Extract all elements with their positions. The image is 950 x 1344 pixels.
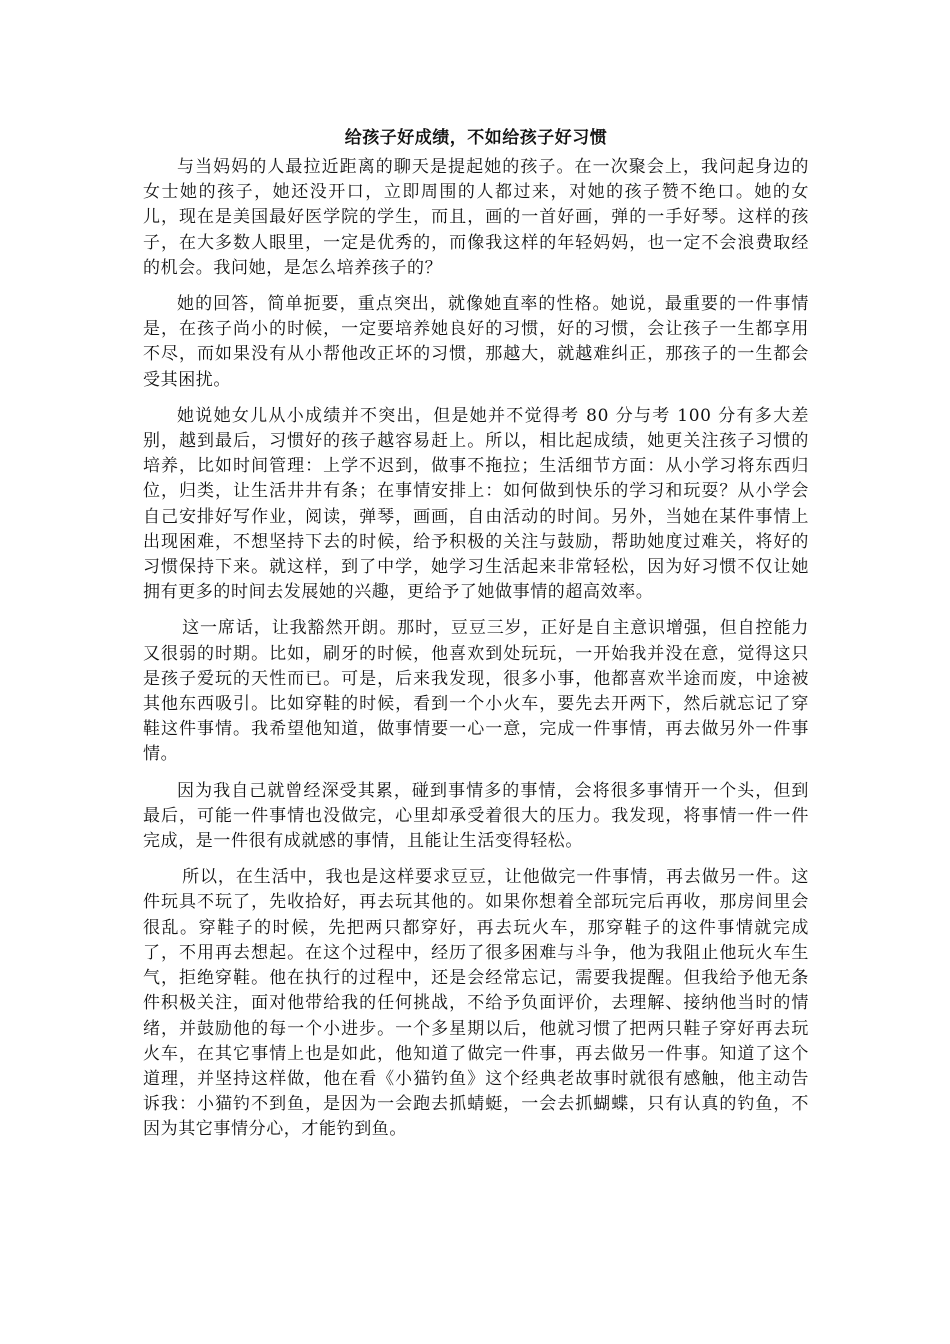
paragraph-5: 因为我自己就曾经深受其累，碰到事情多的事情，会将很多事情开一个头，但到最后，可能一件事情也没做完，心里却承受着很大的压力。我发现，将事情一件一件完成，是一件很有成就感的事情，且能让生活变得轻松。 — [143, 780, 809, 852]
document-title: 给孩子好成绩，不如给孩子好习惯 — [344, 128, 608, 148]
paragraph-1: 与当妈妈的人最拉近距离的聊天是提起她的孩子。在一次聚会上，我问起身边的女士她的孩子，她还没开口，立即周围的人都过来，对她的孩子赞不绝口。她的女儿，现在是美国最好医学院的学生，而且，画的一首好画，弹的一手好琴。这样的孩子，在大多数人眼里，一定是优秀的，而像我这样的年轻妈妈，也一定不会浪费取经的机会。我问她，是怎么培养孩子的？ — [143, 157, 809, 278]
paragraph-4: 这一席话，让我豁然开朗。那时，豆豆三岁，正好是自主意识增强，但自控能力又很弱的时期。比如，刷牙的时候，他喜欢到处玩玩，一开始我并没在意，觉得这只是孩子爱玩的天性而已。可是，后来我发现，很多小事，他都喜欢半途而废，中途被其他东西吸引。比如穿鞋的时候，看到一个小火车，要先去开两下，然后就忘记了穿鞋这件事情。我希望他知道，做事情要一心一意，完成一件事情，再去做另外一件事情。 — [143, 618, 809, 765]
paragraph-3: 她说她女儿从小成绩并不突出，但是她并不觉得考 80 分与考 100 分有多大差别，越到最后，习惯好的孩子越容易赶上。所以，相比起成绩，她更关注孩子习惯的培养，比如时间管理：上学不迟到，做事不拖拉；生活细节方面：从小学习将东西归位，归类，让生活井井有条；在事情安排上：如何做到快乐的学习和玩耍？从小学会自己安排好写作业，阅读，弹琴，画画，自由活动的时间。另外，当她在某件事情上出现困难，不想坚持下去的时候，给予积极的关注与鼓励，帮助她度过难关，将好的习惯保持下来。就这样，到了中学，她学习生活起来非常轻松，因为好习惯不仅让她拥有更多的时间去发展她的兴趣，更给予了她做事情的超高效率。 — [143, 405, 809, 603]
paragraph-6: 所以，在生活中，我也是这样要求豆豆，让他做完一件事情，再去做另一件。这件玩具不玩了，先收拾好，再去玩其他的。如果你想着全部玩完后再收，那房间里会很乱。穿鞋子的时候，先把两只都穿好，再去玩火车，那穿鞋子的这件事情就完成了，不用再去想起。在这个过程中，经历了很多困难与斗争，他为我阻止他玩火车生气，拒绝穿鞋。他在执行的过程中，还是会经常忘记，需要我提醒。但我给予他无条件积极关注，面对他带给我的任何挑战，不给予负面评价，去理解、接纳他当时的情绪，并鼓励他的每一个小进步。一个多星期以后，他就习惯了把两只鞋子穿好再去玩火车，在其它事情上也是如此，他知道了做完一件事，再去做另一件事。知道了这个道理，并坚持这样做，他在看《小猫钓鱼》这个经典老故事时就很有感触，他主动告诉我：小猫钓不到鱼，是因为一会跑去抓蜻蜓，一会去抓蝴蝶，只有认真的钓鱼，不因为其它事情分心，才能钓到鱼。 — [143, 867, 809, 1140]
document-body — [143, 126, 809, 1154]
paragraph-2: 她的回答，简单扼要，重点突出，就像她直率的性格。她说，最重要的一件事情是，在孩子尚小的时候，一定要培养她良好的习惯，好的习惯，会让孩子一生都享用不尽，而如果没有从小帮他改正坏的习惯，那越大，就越难纠正，那孩子的一生都会受其困扰。 — [143, 294, 809, 390]
